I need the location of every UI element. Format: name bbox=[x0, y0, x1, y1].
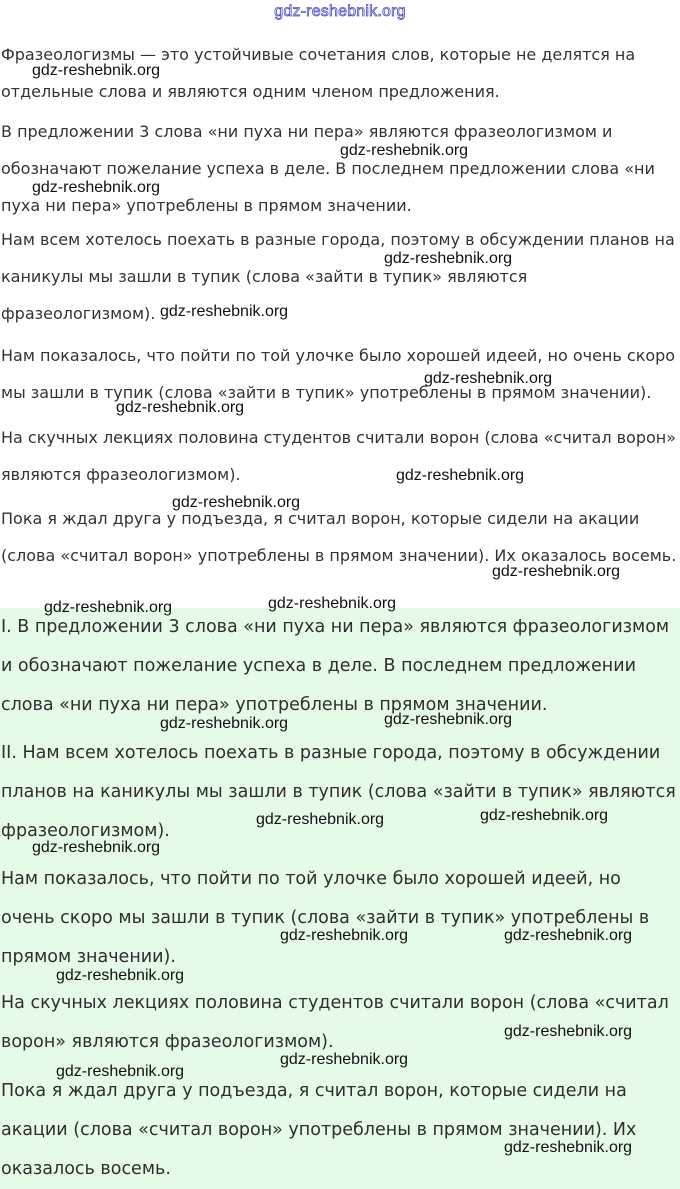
watermark: gdz-reshebnik.org bbox=[280, 1051, 409, 1068]
watermark: gdz-reshebnik.org bbox=[504, 1139, 633, 1156]
watermark: gdz-reshebnik.org bbox=[504, 1023, 633, 1040]
watermark: gdz-reshebnik.org bbox=[256, 811, 385, 828]
watermark: gdz-reshebnik.org bbox=[56, 967, 185, 984]
watermark: gdz-reshebnik.org bbox=[160, 303, 289, 320]
paragraph-sentence-3-explanation: В предложении 3 слова «ни пуха ни пера» являются фразеологизмом и обозначают пожелание успеха в деле. В последнем предложении слова «ни пуха ни пера» употреблены в прямом значении. bbox=[1, 122, 655, 215]
watermark: gdz-reshebnik.org bbox=[172, 494, 301, 511]
watermark: gdz-reshebnik.org bbox=[396, 467, 525, 484]
watermark: gdz-reshebnik.org bbox=[56, 1063, 185, 1080]
watermark: gdz-reshebnik.org bbox=[492, 563, 621, 580]
watermark: gdz-reshebnik.org bbox=[280, 927, 409, 944]
watermark: gdz-reshebnik.org bbox=[116, 399, 245, 416]
watermark: gdz-reshebnik.org bbox=[44, 599, 173, 616]
watermark: gdz-reshebnik.org bbox=[504, 927, 633, 944]
paragraph-literal-example: Нам показалось, что пойти по той улочке было хорошей идеей, но очень скоро мы зашли в тупик (слова «зайти в тупик» употреблены в прямом значении). bbox=[1, 346, 676, 402]
answer-paragraph-1: I. В предложении 3 слова «ни пуха ни пера» являются фразеологизмом и обозначают пожелание успеха в деле. В последнем предложении слова «ни пуха ни пера» употреблены в прямом значении. bbox=[1, 617, 670, 715]
watermark: gdz-reshebnik.org bbox=[340, 142, 469, 159]
paragraph-literal-example-2: Пока я ждал друга у подъезда, я считал ворон, которые сидели на акации (слова «считал ворон» употреблены в прямом значении). Их оказалось восемь. bbox=[1, 509, 677, 565]
watermark: gdz-reshebnik.org bbox=[384, 711, 513, 728]
explanation-section bbox=[0, 24, 680, 608]
watermark: gdz-reshebnik.org bbox=[32, 62, 161, 79]
answer-paragraph-3: Нам показалось, что пойти по той улочке было хорошей идеей, но очень скоро мы зашли в тупик (слова «зайти в тупик» употреблены в прямом значении). bbox=[1, 869, 650, 967]
answer-section bbox=[0, 608, 680, 1189]
watermark: gdz-reshebnik.org bbox=[384, 250, 513, 267]
site-header-logo: gdz-reshebnik.org bbox=[274, 3, 406, 20]
answer-paragraph-5: Пока я ждал друга у подъезда, я считал ворон, которые сидели на акации (слова «считал ворон» употреблены в прямом значении). Их оказалось восемь. bbox=[1, 1081, 637, 1179]
watermark: gdz-reshebnik.org bbox=[268, 595, 397, 612]
watermark: gdz-reshebnik.org bbox=[160, 715, 289, 732]
watermark: gdz-reshebnik.org bbox=[480, 807, 609, 824]
answer-paragraph-2: II. Нам всем хотелось поехать в разные города, поэтому в обсуждении планов на каникулы мы зашли в тупик (слова «зайти в тупик» являются фразеологизмом). bbox=[1, 743, 676, 841]
paragraph-idiom-example: Нам всем хотелось поехать в разные города, поэтому в обсуждении планов на каникулы мы зашли в тупик (слова «зайти в тупик» являются фразеологизмом). bbox=[1, 230, 675, 323]
paragraph-idiom-example-2: На скучных лекциях половина студентов считали ворон (слова «считал ворон» являются фразеологизмом). bbox=[1, 428, 677, 484]
definition-paragraph: Фразеологизмы — это устойчивые сочетания слов, которые не делятся на отдельные слова и являются одним членом предложения. bbox=[1, 45, 636, 101]
answer-paragraph-4: На скучных лекциях половина студентов считали ворон (слова «считал ворон» являются фразеологизмом). bbox=[1, 993, 669, 1052]
watermark: gdz-reshebnik.org bbox=[32, 179, 161, 196]
watermark: gdz-reshebnik.org bbox=[424, 370, 553, 387]
watermark: gdz-reshebnik.org bbox=[32, 839, 161, 856]
